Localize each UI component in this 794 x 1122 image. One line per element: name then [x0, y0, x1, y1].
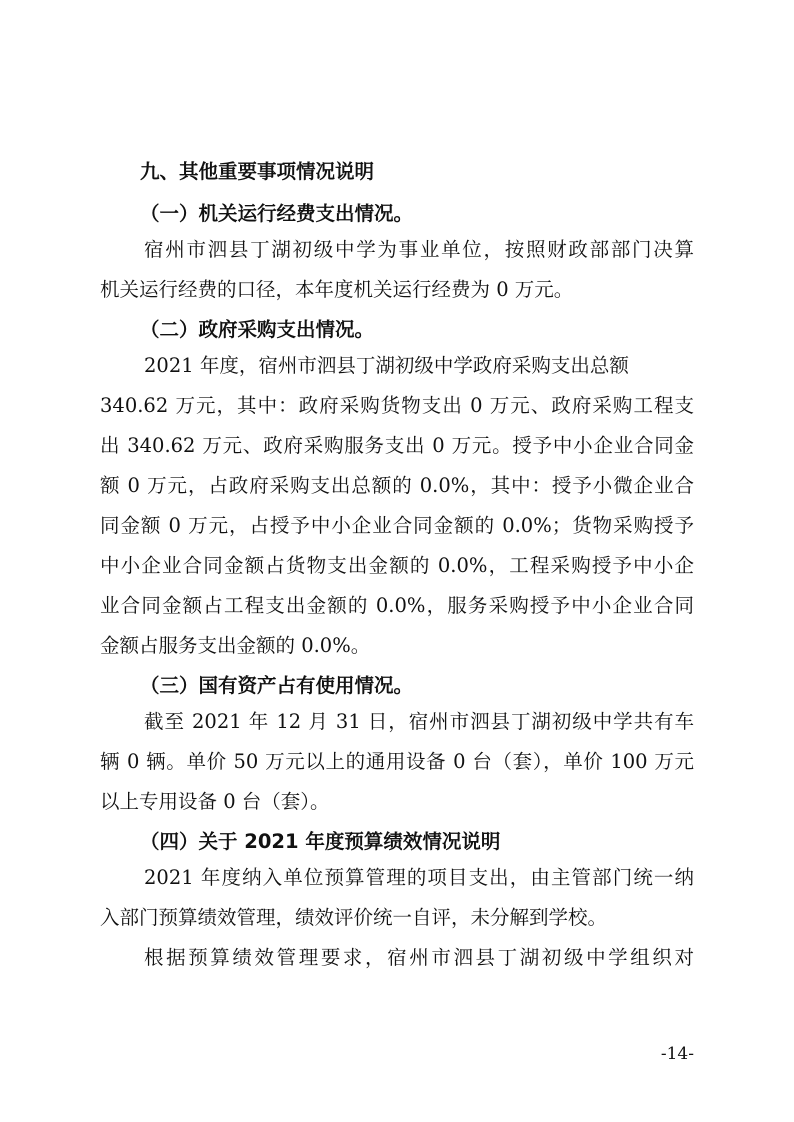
subsection-2-line-1: 2021 年度，宿州市泗县丁湖初级中学政府采购支出总额: [144, 354, 629, 377]
subsection-3-line-2: 辆 0 辆。单价 50 万元以上的通用设备 0 台（套），单价 100 万元: [100, 750, 694, 773]
subsection-2-line-3: 出 340.62 万元、政府采购服务支出 0 万元。授予中小企业合同金: [100, 434, 694, 457]
subsection-1-heading: （一）机关运行经费支出情况。: [140, 202, 414, 225]
subsection-2-line-6: 中小企业合同金额占货物支出金额的 0.0%，工程采购授予中小企: [100, 554, 694, 577]
subsection-4-line-3: 根据预算绩效管理要求，宿州市泗县丁湖初级中学组织对: [144, 946, 694, 969]
subsection-2-line-8: 金额占服务支出金额的 0.0%。: [100, 634, 371, 657]
subsection-2-line-7: 业合同金额占工程支出金额的 0.0%，服务采购授予中小企业合同: [100, 594, 694, 617]
subsection-4-line-1: 2021 年度纳入单位预算管理的项目支出，由主管部门统一纳: [144, 866, 694, 889]
subsection-3-line-1: 截至 2021 年 12 月 31 日，宿州市泗县丁湖初级中学共有车: [144, 710, 694, 733]
section-9-heading: 九、其他重要事项情况说明: [140, 160, 375, 183]
subsection-2-line-5: 同金额 0 万元，占授予中小企业合同金额的 0.0%；货物采购授予: [100, 514, 694, 537]
subsection-3-heading: （三）国有资产占有使用情况。: [140, 674, 414, 697]
subsection-3-line-3: 以上专用设备 0 台（套）。: [100, 790, 330, 813]
subsection-4-line-2: 入部门预算绩效管理，绩效评价统一自评，未分解到学校。: [100, 906, 608, 929]
subsection-2-line-2: 340.62 万元，其中：政府采购货物支出 0 万元、政府采购工程支: [100, 394, 694, 417]
subsection-4-heading: （四）关于 2021 年度预算绩效情况说明: [140, 830, 501, 853]
subsection-2-line-4: 额 0 万元，占政府采购支出总额的 0.0%，其中：授予小微企业合: [100, 474, 694, 497]
page-number: -14-: [660, 1044, 694, 1064]
subsection-1-line-2: 机关运行经费的口径，本年度机关运行经费为 0 万元。: [100, 278, 574, 301]
subsection-1-line-1: 宿州市泗县丁湖初级中学为事业单位，按照财政部部门决算: [144, 238, 694, 261]
subsection-2-heading: （二）政府采购支出情况。: [140, 318, 375, 341]
